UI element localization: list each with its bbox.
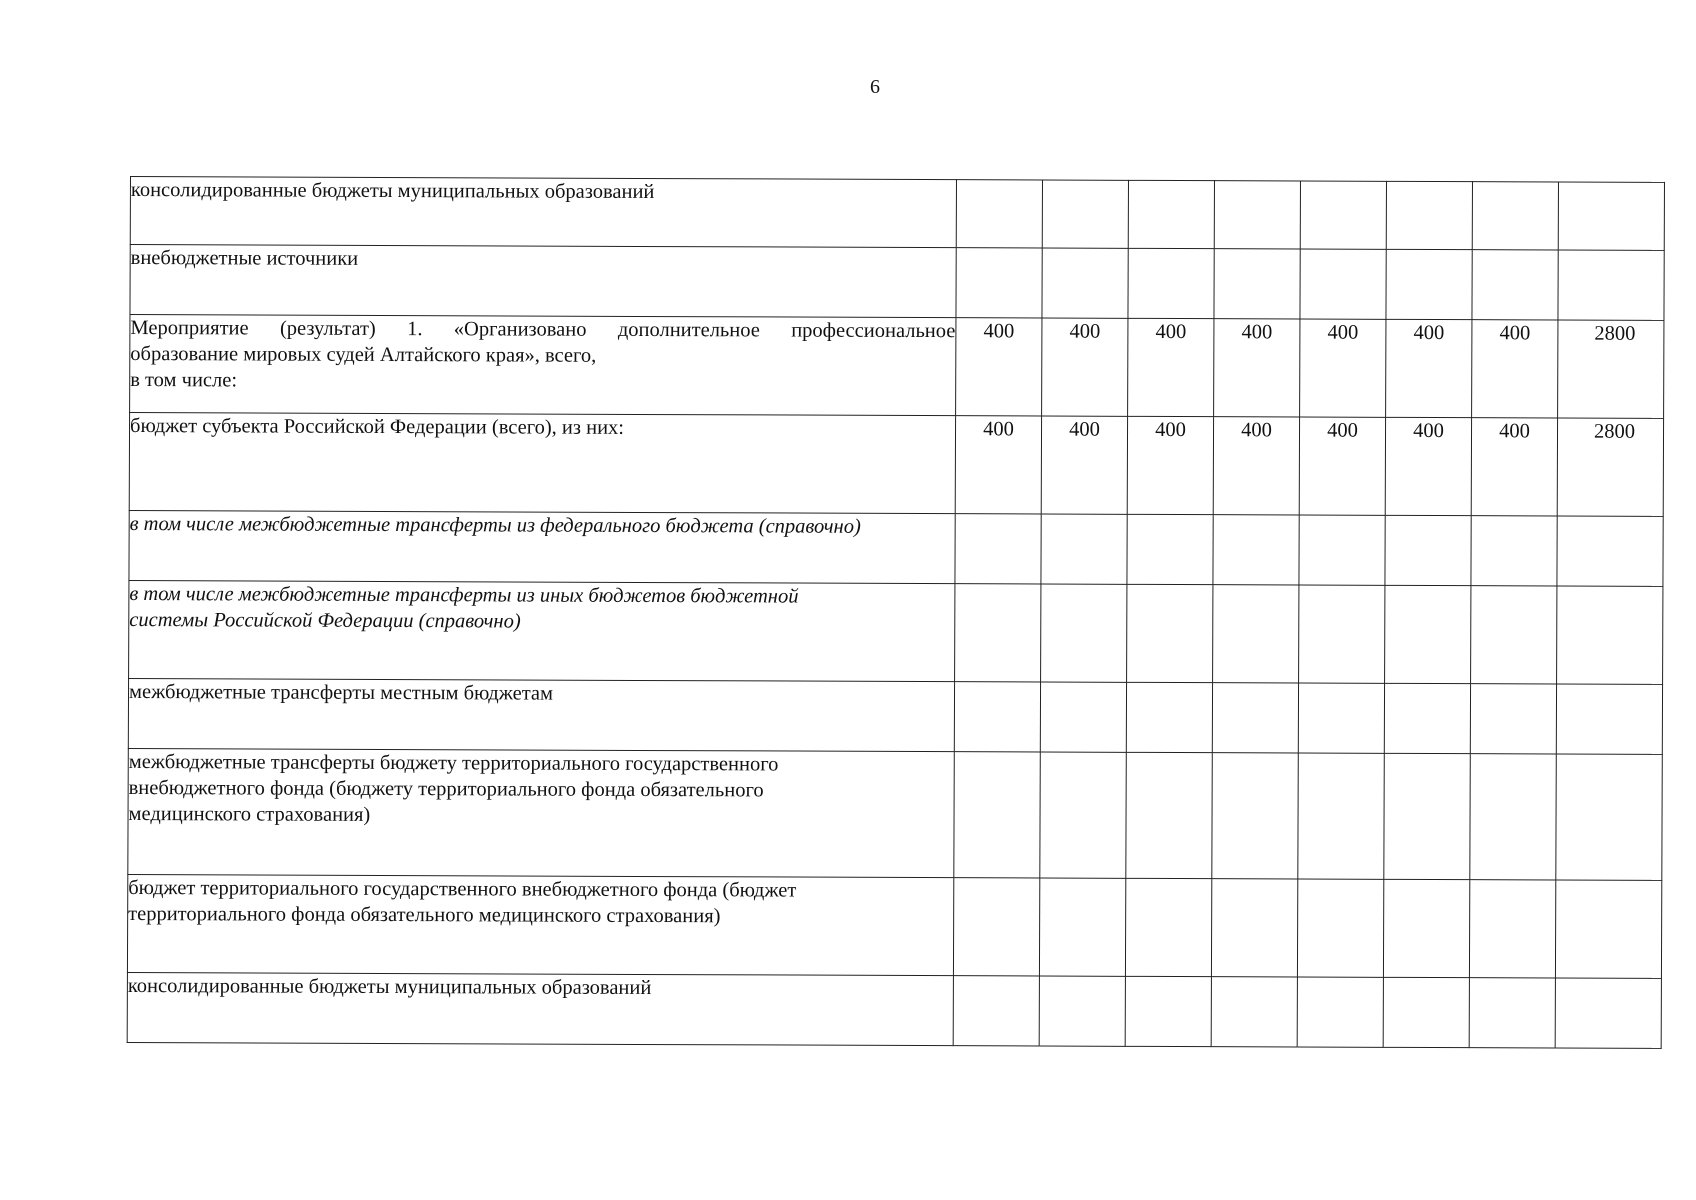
value-cell [1039,976,1125,1046]
value-cell [1383,977,1469,1047]
total-cell [1555,880,1661,978]
value-cell [1128,180,1214,248]
value-cell [1040,682,1126,752]
value-cell [1384,753,1470,879]
table-row [128,678,1662,754]
row-label: межбюджетные трансферты местным бюджетам [128,678,954,751]
table-row [127,874,1661,978]
value-cell [1041,584,1127,682]
value-cell: 400 [1214,319,1300,417]
total-cell [1558,182,1664,250]
row-label: бюджет субъекта Российской Федерации (всего), из них: [129,413,955,514]
value-cell [1469,880,1555,978]
value-cell [1300,249,1386,319]
value-cell [1472,182,1558,250]
value-cell [1385,515,1471,585]
table-row [128,748,1662,880]
value-cell [1040,752,1126,878]
page-number: 6 [870,76,880,98]
value-cell [1212,683,1298,753]
value-cell: 400 [1213,417,1299,515]
value-cell: 400 [1127,416,1213,514]
budget-table-wrapper [127,176,1664,1049]
value-cell [1125,976,1211,1046]
value-cell [1213,515,1299,585]
value-cell [954,752,1040,878]
value-cell [1384,683,1470,753]
value-cell [1469,978,1555,1048]
row-label-line-1: бюджет территориального государственного внебюджетного фонда (бюджет [128,876,797,902]
value-cell: 400 [1472,320,1558,418]
value-cell [953,976,1039,1046]
value-cell [1212,753,1298,879]
value-cell [1383,879,1469,977]
value-cell [1386,181,1472,249]
value-cell [1297,977,1383,1047]
value-cell [1298,753,1384,879]
value-cell [1386,249,1472,319]
row-label: консолидированные бюджеты муниципальных образований [127,972,953,1045]
total-cell: 2800 [1557,418,1663,516]
total-cell [1557,586,1663,684]
row-label-line-1: межбюджетные трансферты бюджету территориального государственного [128,750,779,776]
total-cell [1558,250,1664,320]
value-cell [1214,249,1300,319]
table-row [130,177,1664,251]
value-cell [1126,752,1212,878]
row-label-line-2: системы Российской Федерации (справочно) [129,609,521,633]
row-label-line-3: в том числе: [130,369,238,392]
value-cell [1214,181,1300,249]
value-cell [1472,250,1558,320]
value-cell [1127,584,1213,682]
value-cell [953,878,1039,976]
row-label-line-2: внебюджетного фонда (бюджету территориального фонда обязательного [128,776,764,802]
value-cell [1297,879,1383,977]
value-cell: 400 [955,416,1041,514]
value-cell [1126,682,1212,752]
total-cell [1557,516,1663,586]
value-cell [1470,684,1556,754]
row-label [130,315,956,416]
total-cell [1556,754,1662,880]
table-row [129,413,1663,517]
value-cell: 400 [1041,416,1127,514]
value-cell: 400 [1128,318,1214,416]
row-label-line-2: образование мировых судей Алтайского края», всего, [130,343,597,367]
value-cell [1471,516,1557,586]
value-cell [1125,878,1211,976]
value-cell: 400 [1386,319,1472,417]
value-cell: 400 [1299,417,1385,515]
budget-table [127,176,1665,1049]
value-cell [1128,248,1214,318]
total-cell: 2800 [1558,320,1664,418]
value-cell: 400 [1385,417,1471,515]
total-cell [1556,684,1662,754]
value-cell [1127,514,1213,584]
value-cell [1385,585,1471,683]
row-label: в том числе межбюджетные трансферты из федерального бюджета (справочно) [129,510,955,583]
table-row [129,580,1663,684]
value-cell [1211,879,1297,977]
row-label: консолидированные бюджеты муниципальных образований [130,177,956,248]
row-label-line-1: в том числе межбюджетные трансферты из иных бюджетов бюджетной [129,583,799,608]
value-cell [1041,514,1127,584]
value-cell [956,248,1042,318]
value-cell [1213,585,1299,683]
value-cell [1299,515,1385,585]
total-cell [1555,978,1661,1048]
value-cell [1299,585,1385,683]
row-label [127,874,953,975]
row-label: внебюджетные источники [130,245,956,318]
row-label [128,748,954,877]
value-cell [1042,180,1128,248]
row-label-line-3: медицинского страхования) [128,802,371,826]
value-cell [1300,181,1386,249]
table-row [127,972,1661,1048]
value-cell: 400 [1300,319,1386,417]
value-cell [954,682,1040,752]
row-label-line-2: территориального фонда обязательного медицинского страхования) [128,902,721,928]
value-cell: 400 [1471,418,1557,516]
value-cell [1042,248,1128,318]
row-label [129,580,955,681]
value-cell [955,584,1041,682]
value-cell [955,514,1041,584]
value-cell [1039,878,1125,976]
value-cell [956,180,1042,248]
table-row [129,510,1663,586]
value-cell: 400 [1042,318,1128,416]
table-row [130,245,1664,321]
value-cell [1298,683,1384,753]
value-cell: 400 [956,318,1042,416]
table-row [130,315,1664,419]
value-cell [1211,977,1297,1047]
row-label-line-1: Мероприятие (результат) 1. «Организовано дополнительное профессиональное [130,317,956,343]
value-cell [1470,754,1556,880]
value-cell [1471,586,1557,684]
